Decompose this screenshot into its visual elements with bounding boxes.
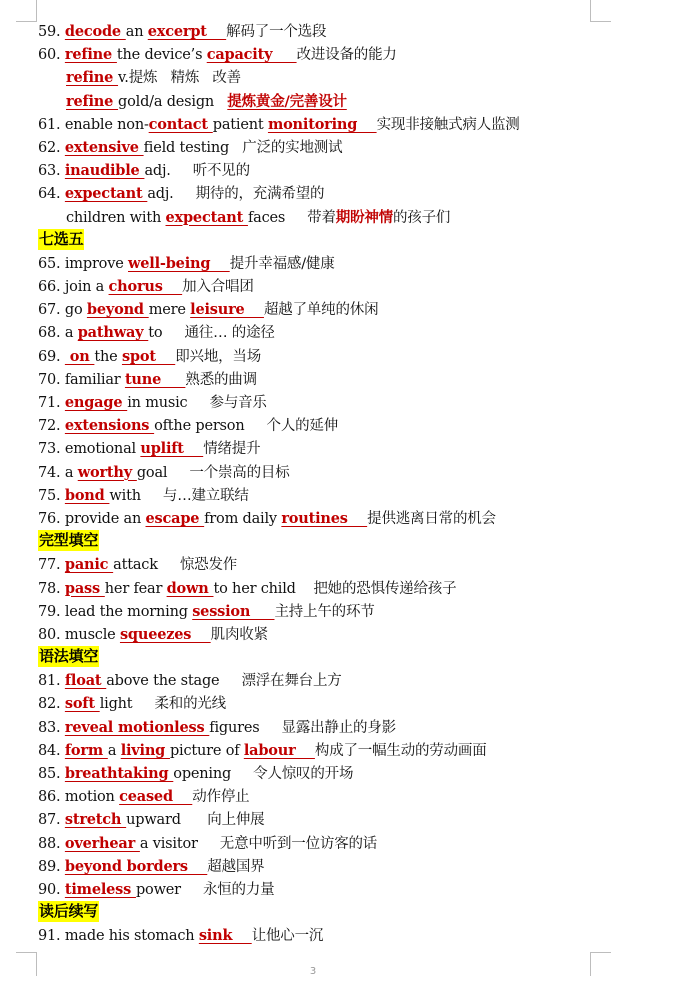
answer-word: monitoring [267,115,377,133]
chinese-translation: 惊恐发作 [179,557,238,574]
entry-text: to her child [213,580,314,597]
vocab-entry [38,182,658,205]
highlighted-translation: 提炼黄金/完善设计 [227,93,347,110]
answer-word: expectant [165,208,248,226]
vocab-entry [38,113,658,136]
answer-word: expectant [64,185,148,203]
vocab-entry [38,600,658,623]
answer-word: down [166,579,214,597]
vocab-entry [38,716,658,739]
chinese-translation: 永恒的力量 [202,881,275,898]
chinese-translation: 柔和的光线 [154,696,226,713]
chinese-translation: 解码了一个选段 [226,24,327,40]
entry-text: adj. [144,163,193,180]
entry-number: 75. [38,487,65,504]
chinese-translation: 提供逃离日常的机会 [367,510,496,527]
entry-number: 83. [38,719,65,736]
answer-word: escape [145,509,205,527]
vocab-entry [38,669,658,692]
answer-word: ceased [119,788,193,806]
vocab-entry [38,391,658,414]
answer-word: chorus [108,278,183,296]
entry-number: 71. [38,395,65,411]
entry-text: a [64,464,78,481]
answer-word: timeless [64,880,136,898]
answer-word: stretch [64,811,127,829]
answer-word: breathtaking [64,765,174,782]
chinese-translation: 熟悉的曲调 [185,371,257,388]
entry-text: gold/a design [118,93,228,110]
chinese-translation: 期待的，充满希望的 [195,186,325,203]
entry-text: to [148,325,185,342]
entry-number: 60. [38,47,65,64]
answer-word: well-being [128,254,230,272]
vocab-entry [38,20,658,43]
entry-text: v.提炼 精炼 改善 [118,70,241,87]
entry-text: go [64,302,87,319]
crop-mark-top-left [36,0,37,21]
entry-text: a [107,742,121,759]
vocab-entry [38,321,658,344]
chinese-translation: 听不见的 [192,163,250,180]
answer-word: beyond borders [64,857,208,875]
answer-word: pass [64,579,105,597]
entry-number: 79. [38,603,65,620]
chinese-translation: 无意中听到一位访客的话 [219,835,378,852]
entry-text: made his stomach [64,928,199,945]
entry-number: 64. [38,186,65,203]
answer-word: bond [64,486,110,504]
answer-word: living [120,741,170,759]
answer-word: tune [124,370,186,388]
vocab-entry [38,298,658,321]
vocab-entry [38,136,658,159]
entry-text: above the stage [106,673,242,690]
entry-number: 85. [38,766,65,782]
vocab-entry [38,692,658,715]
section-heading-row [38,530,658,553]
answer-word: panic [64,556,114,574]
entry-number: 81. [38,673,65,690]
entry-text: ofthe person [154,418,267,435]
entry-text: improve [64,255,128,272]
section-heading: 七选五 [39,229,84,248]
entry-text: field testing [143,139,243,156]
entry-text: children with [66,209,166,226]
entry-text: attack [113,557,180,574]
crop-mark-bottom-right [590,952,591,976]
entry-number: 76. [38,510,65,527]
chinese-translation: 与…建立联结 [162,487,249,504]
section-heading-row [38,646,658,669]
vocab-entry [38,808,658,831]
entry-text: in music [127,395,210,411]
answer-word: overhear [64,834,140,852]
chinese-translation: 改进设备的能力 [296,47,397,64]
chinese-translation: 情绪提升 [203,441,261,458]
entry-number: 63. [38,163,65,180]
answer-word: inaudible [64,162,145,180]
answer-word: on [64,347,95,365]
entry-text: figures [209,719,282,736]
entry-number: 87. [38,812,65,829]
entry-number: 74. [38,464,65,481]
vocab-entry [38,437,658,460]
entry-number: 80. [38,626,65,643]
section-heading: 语法填空 [39,647,99,666]
vocab-entry [38,461,658,484]
answer-word: uplift [140,440,204,458]
answer-word: sink [198,927,252,945]
highlighted-translation: 期盼神情 [335,209,393,226]
answer-word: pathway [77,324,149,342]
chinese-translation: 的孩子们 [392,209,451,226]
sub-entry [38,206,658,229]
answer-word: contact [148,115,213,133]
entry-text: patient [212,116,268,133]
chinese-translation: 提升幸福感/健康 [229,255,335,272]
vocab-entry [38,414,658,437]
entry-number: 88. [38,835,65,852]
entry-text: lead the morning [64,603,193,620]
entry-text: opening [173,766,254,782]
vocab-entry [38,484,658,507]
section-heading-row [38,901,658,924]
vocab-entry [38,832,658,855]
entry-text: the [94,348,122,365]
entry-text: emotional [64,441,141,458]
chinese-translation: 参与音乐 [209,395,267,411]
entry-text: faces [247,209,308,226]
entry-text: upward [126,812,208,829]
answer-word: extensions [64,417,155,435]
chinese-translation: 加入合唱团 [182,279,254,296]
entry-number: 86. [38,789,65,806]
answer-word: labour [243,741,315,759]
answer-word: leisure [190,301,264,319]
entry-number: 61. [38,116,65,133]
entry-number: 89. [38,858,65,875]
entry-number: 72. [38,418,65,435]
entry-text: picture of [169,742,244,759]
chinese-translation: 一个崇高的目标 [189,464,290,481]
entry-text: enable non- [64,116,149,133]
answer-word: worthy [77,463,137,481]
vocab-entry [38,878,658,901]
entry-text: goal [136,464,190,481]
chinese-translation: 主持上午的环节 [274,603,375,620]
entry-number: 62. [38,139,65,156]
chinese-translation: 带着 [307,209,336,226]
vocab-entry [38,553,658,576]
answer-word: refine [64,46,117,64]
entry-text: from daily [204,510,282,527]
section-heading: 读后续写 [39,902,99,921]
entry-text: light [99,696,155,713]
answer-word: refine [66,69,119,87]
entry-number: 69. [38,348,65,365]
entry-number: 65. [38,255,65,272]
vocab-entry [38,855,658,878]
crop-mark-bottom-right [590,952,611,953]
answer-word: beyond [86,301,149,319]
answer-word: extensive [64,138,144,156]
chinese-translation: 通往… 的途径 [184,325,275,342]
answer-word: refine [66,92,119,110]
entry-number: 59. [38,24,65,40]
answer-word: decode [64,23,126,40]
chinese-translation: 显露出静止的身影 [281,719,396,736]
answer-word: reveal motionless [64,718,210,736]
entry-text: provide an [64,510,146,527]
entry-number: 84. [38,742,65,759]
entry-number: 91. [38,928,65,945]
answer-word: engage [64,394,128,411]
answer-word: float [64,672,107,690]
chinese-translation: 向上伸展 [207,812,265,829]
sub-entry [38,90,658,113]
sub-entry [38,66,658,89]
answer-word: form [64,741,108,759]
answer-word: spot [121,347,176,365]
vocab-entry [38,507,658,530]
vocabulary-list [38,20,658,948]
chinese-translation: 让他心一沉 [251,928,324,945]
chinese-translation: 个人的延伸 [266,418,339,435]
vocab-entry [38,739,658,762]
vocab-entry [38,43,658,66]
answer-word: routines [281,509,368,527]
vocab-entry [38,623,658,646]
vocab-entry [38,762,658,785]
vocab-entry [38,577,658,600]
entry-text: muscle [64,626,120,643]
chinese-translation: 即兴地，当场 [175,348,262,365]
entry-text: a visitor [139,835,220,852]
chinese-translation: 动作停止 [192,789,250,806]
entry-text: an [125,24,148,40]
chinese-translation: 超越国界 [207,858,265,875]
entry-text: motion [64,789,120,806]
entry-text: adj. [147,186,196,203]
chinese-translation: 漂浮在舞台上方 [241,673,342,690]
entry-number: 77. [38,557,65,574]
entry-number: 68. [38,325,65,342]
chinese-translation: 把她的恐惧传递给孩子 [313,580,457,597]
page-number: 3 [309,966,317,977]
chinese-translation: 超越了单纯的休闲 [263,302,379,319]
answer-word: capacity [206,46,297,64]
chinese-translation: 构成了一幅生动的劳动画面 [314,742,487,759]
entry-number: 90. [38,881,65,898]
vocab-entry [38,368,658,391]
chinese-translation: 肌肉收紧 [210,626,268,643]
vocab-entry [38,252,658,275]
entry-text: with [109,487,163,504]
entry-text: familiar [64,371,125,388]
vocab-entry [38,159,658,182]
entry-text: power [135,881,203,898]
answer-word: soft [64,695,100,713]
entry-number: 66. [38,279,65,296]
entry-number: 82. [38,696,65,713]
entry-text: mere [148,302,191,319]
vocab-entry [38,275,658,298]
chinese-translation: 实现非接触式病人监测 [376,116,520,133]
chinese-translation: 令人惊叹的开场 [253,766,354,782]
chinese-translation: 广泛的实地测试 [242,139,343,156]
entry-text: her fear [104,580,167,597]
crop-mark-top-right [590,0,591,21]
crop-mark-bottom-left [16,952,37,953]
section-heading-row [38,229,658,252]
entry-number: 78. [38,580,65,597]
answer-word: excerpt [147,23,227,40]
entry-number: 67. [38,302,65,319]
vocab-entry [38,785,658,808]
entry-number: 70. [38,371,65,388]
answer-word: squeezes [119,625,211,643]
crop-mark-top-left [16,21,37,22]
crop-mark-bottom-left [36,952,37,976]
vocab-entry [38,924,658,947]
section-heading: 完型填空 [39,531,99,550]
answer-word: session [192,602,275,620]
entry-number: 73. [38,441,65,458]
entry-text: the device’s [116,47,207,64]
entry-text: a [64,325,78,342]
entry-text: join a [64,279,109,296]
vocab-entry [38,345,658,368]
